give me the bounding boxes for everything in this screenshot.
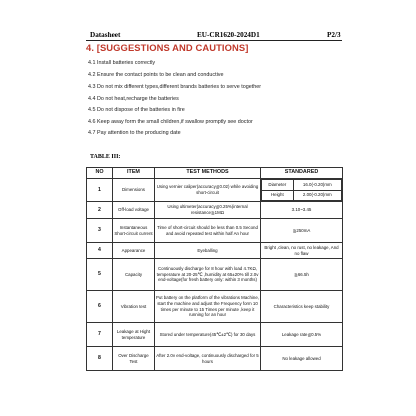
row-method: Put battery on the platform of the vibrations Machine, start the machine and adjust the Frequency form 10 times per minute to 15 Times per minute ,keep it running for an hour: [155, 291, 261, 323]
caution-item: 4.3 Do not mix different types,different brands batteries to serve together: [88, 84, 261, 90]
header-doc-type: Datasheet: [90, 31, 121, 39]
header-page-number: P2/3: [327, 31, 341, 39]
caution-item: 4.4 Do not heat,recharge the batteries: [88, 96, 179, 102]
row-standard: ≧66.5h: [261, 259, 343, 291]
row-method: Stored under temperature(45℃±2℃) for 30 days: [155, 323, 261, 347]
height-label: Height: [262, 190, 294, 201]
dimension-subtable: [261, 179, 342, 201]
table-row: [87, 259, 343, 291]
header-model-number: EU-CR1620-2024D1: [197, 31, 260, 39]
table-row: [87, 243, 343, 259]
spec-table: [86, 167, 343, 371]
row-number: 2: [87, 202, 113, 219]
table-row: [87, 179, 343, 202]
row-standard: ≧250mA: [261, 219, 343, 243]
row-standard: [261, 179, 343, 202]
header-divider: [86, 40, 342, 41]
row-method: Continuously discharge for 8 hour with load 4.7KΩ, temperature at 20-25℃ ,humidity at 65±20% till 2.0v end-voltage(for fresh battery only: within 3 months): [155, 259, 261, 291]
row-item: Capacity: [113, 259, 155, 291]
caution-item: 4.6 Keep away form the small children,if swallow promptly see doctor: [88, 119, 253, 125]
row-number: 1: [87, 179, 113, 202]
row-number: 5: [87, 259, 113, 291]
table-row: [87, 347, 343, 371]
column-header-test-methods: TEST METHODS: [155, 168, 261, 179]
caution-item: 4.7 Pay attention to the producing date: [88, 130, 181, 136]
row-item: Off-load voltage: [113, 202, 155, 219]
column-header-standard: STANDARED: [261, 168, 343, 179]
row-number: 3: [87, 219, 113, 243]
section-title: 4. [SUGGESTIONS AND CAUTIONS]: [86, 42, 249, 53]
column-header-item: ITEM: [113, 168, 155, 179]
diameter-value: 16.0(-0.20)mm: [293, 180, 341, 191]
row-number: 7: [87, 323, 113, 347]
row-number: 8: [87, 347, 113, 371]
row-item: Leakage at Hight temperature: [113, 323, 155, 347]
column-header-no: NO: [87, 168, 113, 179]
diameter-label: Diameter: [262, 180, 294, 191]
row-standard: Characteristics keep stability: [261, 291, 343, 323]
row-method: Using vernier caliper(accuracy≦0.02) while avoiding short-circuit: [155, 179, 261, 202]
row-standard: Bright ,clean, no rust, no leakage, And no flaw: [261, 243, 343, 259]
row-method: After 2.0v end-voltage, continuously discharged for 5 hours: [155, 347, 261, 371]
row-item: Vibration test: [113, 291, 155, 323]
table-row: [87, 291, 343, 323]
table-row: [87, 219, 343, 243]
row-method: Eyeballing: [155, 243, 261, 259]
row-method: Time of short-circuit should be less than 0.5 Second and avoid repeated test within half An hour: [155, 219, 261, 243]
row-number: 6: [87, 291, 113, 323]
table-row: [87, 323, 343, 347]
row-number: 4: [87, 243, 113, 259]
caution-item: 4.2 Ensure the contact points to be clean and conductive: [88, 72, 224, 78]
caution-item: 4.1 Install batteries correctly: [88, 60, 156, 66]
row-method: Using ultimeter(accuracy≦0.25%)internal resistance≧1MΩ: [155, 202, 261, 219]
row-item: Appearance: [113, 243, 155, 259]
row-standard: No leakage allowed: [261, 347, 343, 371]
table-row: [87, 202, 343, 219]
table-caption: TABLE III:: [90, 154, 121, 160]
row-item: Dimensions: [113, 179, 155, 202]
caution-item: 4.5 Do not dispose of the batteries in fire: [88, 107, 185, 113]
row-standard: 3.10~3.45: [261, 202, 343, 219]
table-header-row: [87, 168, 343, 179]
row-standard: Leakage rate≦0.5%: [261, 323, 343, 347]
height-value: 2.00(-0.20)mm: [293, 190, 341, 201]
row-item: Instantaneous Short-circuit current: [113, 219, 155, 243]
row-item: Over Discharge Test: [113, 347, 155, 371]
